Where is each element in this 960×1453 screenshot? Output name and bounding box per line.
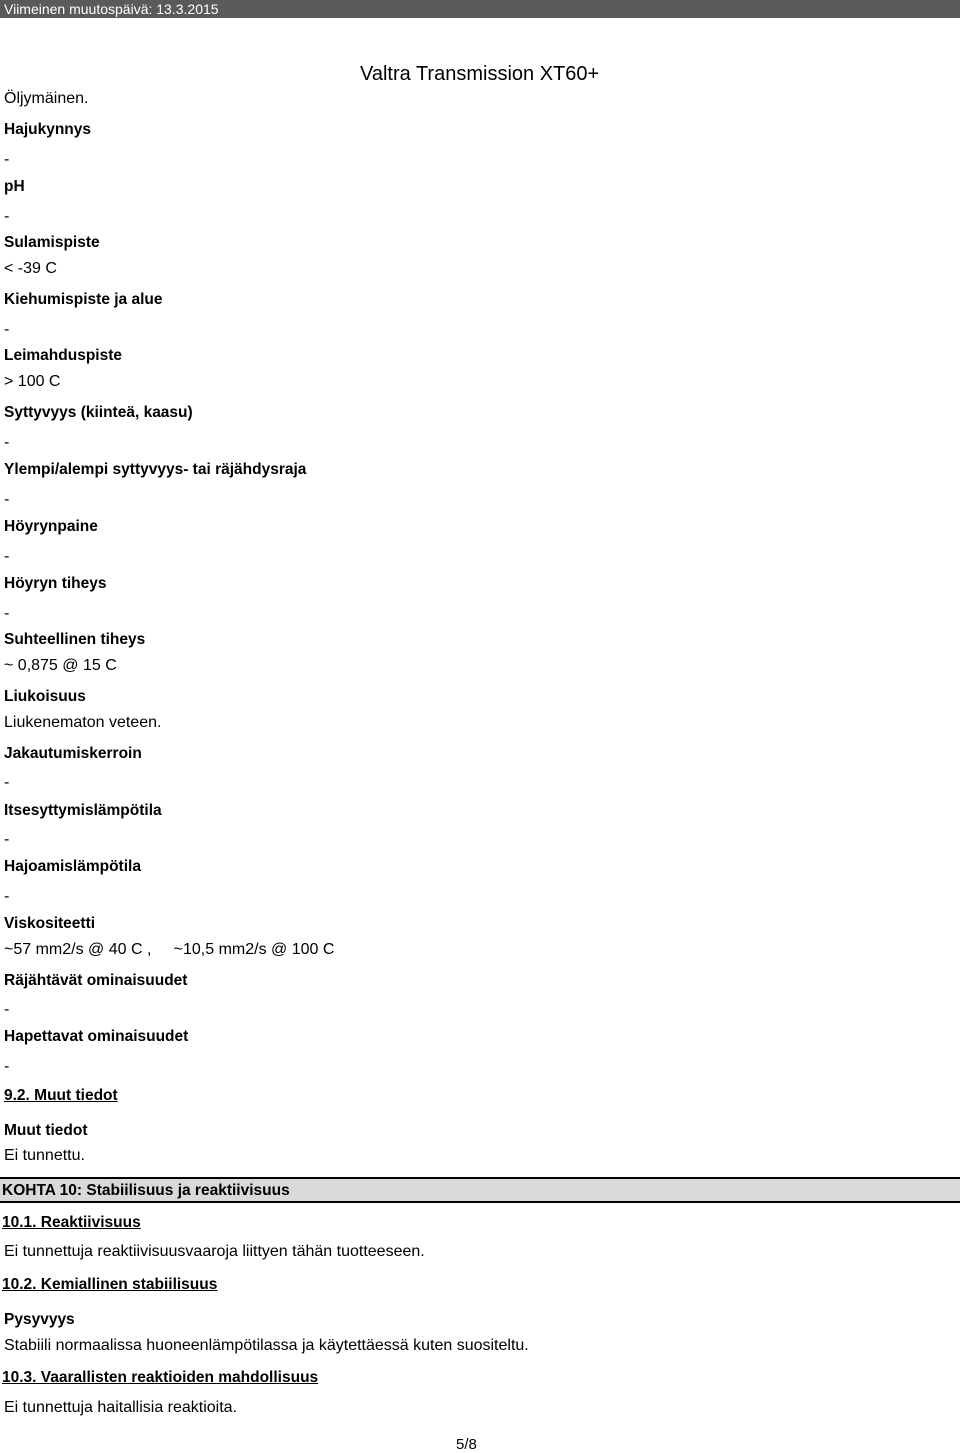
section-10-title: KOHTA 10: Stabiilisuus ja reaktiivisuus (2, 1182, 290, 1199)
property-label: Liukoisuus (4, 688, 86, 705)
subsection-heading-10-3: 10.3. Vaarallisten reaktioiden mahdollisuus (2, 1369, 319, 1386)
property-value: > 100 C (4, 373, 61, 390)
property-label: pH (4, 178, 25, 195)
property-label: Sulamispiste (4, 234, 100, 251)
property-label: Jakautumiskerroin (4, 745, 142, 762)
property-label: Höyrynpaine (4, 518, 98, 535)
property-label: Hajoamislämpötila (4, 858, 141, 875)
property-label: Räjähtävät ominaisuudet (4, 972, 188, 989)
stability-label: Pysyvyys (4, 1311, 75, 1328)
property-label: Ylempi/alempi syttyvyys- tai räjähdysraja (4, 461, 307, 478)
property-label: Itsesyttymislämpötila (4, 802, 162, 819)
property-value: < -39 C (4, 260, 57, 277)
other-info-label: Muut tiedot (4, 1122, 88, 1139)
appearance-value: Öljymäinen. (4, 90, 89, 107)
property-value: ~ 0,875 @ 15 C (4, 657, 117, 674)
property-value: ~57 mm2/s @ 40 C , ~10,5 mm2/s @ 100 C (4, 941, 335, 958)
section-10-header (0, 1177, 960, 1203)
property-value: - (4, 831, 10, 848)
subsection-heading-9-2: 9.2. Muut tiedot (4, 1087, 118, 1104)
property-value: - (4, 548, 10, 565)
property-label: Leimahduspiste (4, 347, 122, 364)
reactivity-text: Ei tunnettuja reaktiivisuusvaaroja liittyen tähän tuotteeseen. (4, 1243, 425, 1260)
property-value: - (4, 888, 10, 905)
property-value: - (4, 434, 10, 451)
subsection-heading-10-1: 10.1. Reaktiivisuus (2, 1214, 141, 1231)
stability-text: Stabiili normaalissa huoneenlämpötilassa ja käytettäessä kuten suositeltu. (4, 1337, 529, 1354)
other-info-value: Ei tunnettu. (4, 1147, 85, 1164)
property-value: - (4, 208, 10, 225)
property-label: Viskositeetti (4, 915, 96, 932)
property-label: Syttyvyys (kiinteä, kaasu) (4, 404, 193, 421)
property-label: Hapettavat ominaisuudet (4, 1028, 189, 1045)
property-value: - (4, 1001, 10, 1018)
property-label: Höyryn tiheys (4, 575, 107, 592)
property-label: Kiehumispiste ja alue (4, 291, 163, 308)
property-value: - (4, 491, 10, 508)
property-value: - (4, 321, 10, 338)
property-label: Suhteellinen tiheys (4, 631, 146, 648)
property-value: Liukenematon veteen. (4, 714, 162, 731)
property-value: - (4, 1058, 10, 1075)
property-label: Hajukynnys (4, 121, 92, 138)
product-title: Valtra Transmission XT60+ (360, 63, 600, 85)
property-value: - (4, 151, 10, 168)
last-modified-text: Viimeinen muutospäivä: 13.3.2015 (4, 1, 219, 17)
page-number: 5/8 (456, 1436, 477, 1453)
subsection-heading-10-2: 10.2. Kemiallinen stabiilisuus (2, 1276, 218, 1293)
property-value: - (4, 774, 10, 791)
hazardous-reactions-text: Ei tunnettuja haitallisia reaktioita. (4, 1399, 238, 1416)
property-value: - (4, 605, 10, 622)
